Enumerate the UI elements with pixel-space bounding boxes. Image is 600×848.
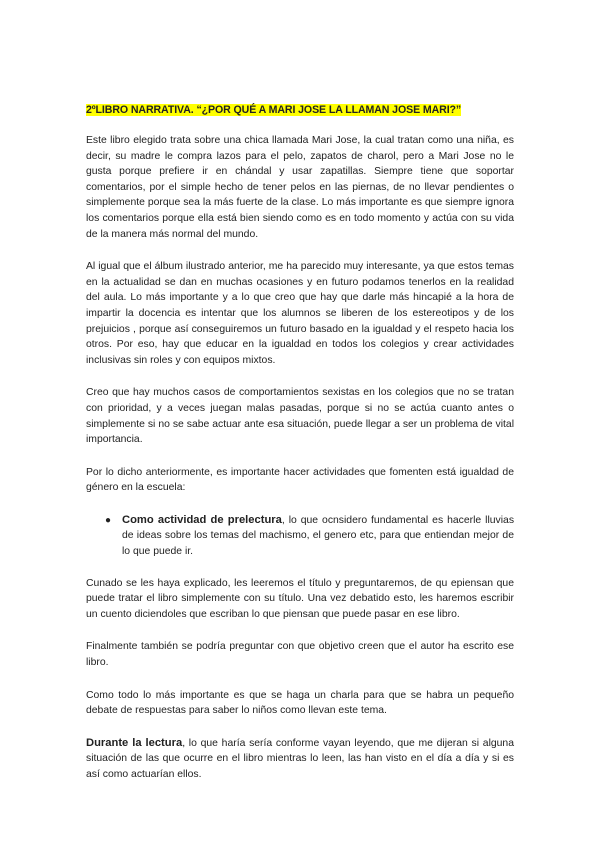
- list-item: [105, 513, 515, 560]
- paragraph-title-reading: Cunado se les haya explicado, les leeremos el título y preguntaremos, de qu epiensan que puede tratar el libro simplemente con su título. Una vez debatido esto, les haremos escribir un cuento diciendoles que escriban lo que piensan que puede pasar en ese libro.: [86, 577, 514, 620]
- during-reading-heading: Durante la lectura: [86, 736, 183, 749]
- paragraph-activities-intro: Por lo dicho anteriormente, es importante hacer actividades que fomenten está igualdad de género en la escuela:: [86, 466, 514, 494]
- title-line: [86, 101, 514, 118]
- prelectura-text: , lo que ocnsidero fundamental es hacerle lluvias de ideas sobre los temas del machismo, el genero etc, para que entiendan mejor de lo que puede ir.: [122, 514, 515, 558]
- paragraph-during-reading: [86, 736, 514, 783]
- paragraph-opinion: Al igual que el álbum ilustrado anterior, me ha parecido muy interesante, ya que estos temas en la actualidad se dan en muchas ocasiones y en futuro podamos tenerlos en la realidad del aula. Lo más importante y a lo que creo que hay que darle más hincapié a la hora de impartir la docencia es intentar que los alumnos se liberen de los estereotipos y de los prejuicios , porque así conseguiremos un futuro basado en la igualdad y el respeto hacia los otros. Por eso, hay que educar en la igualdad en todos los colegios y crear actividades inclusivas sin roles y con equipos mixtos.: [86, 261, 514, 366]
- document-body: [86, 101, 514, 800]
- bullet-dot-icon: ●: [105, 514, 112, 526]
- paragraph-sexism: Creo que hay muchos casos de comportamientos sexistas en los colegios que no se tratan con prioridad, y a veces juegan malas pasadas, porque si no se actúa cuanto antes o simplemente si no se sabe actuar ante esa situación, puede llegar a ser un problema de vital importancia.: [86, 387, 514, 446]
- paragraph-author-objective: Finalmente también se podría preguntar con que objetivo creen que el autor ha escrito ese libro.: [86, 641, 514, 669]
- activity-list: [86, 513, 514, 560]
- paragraph-summary: Este libro elegido trata sobre una chica llamada Mari Jose, la cual tratan como una niña, es decir, su madre le compra lazos para el pelo, zapatos de charol, pero a Mari Jose no le gusta porque prefiere ir en chándal y usar zapatillas. Siempre tiene que soportar comentarios, por el simple hecho de tener pelos en las piernas, de no llevar pendientes o simplemente porque sea la más fuerte de la clase. Lo más importante es que siempre ignora los comentarios porque ella está bien siendo como es en todo momento y actúa con su vida de la manera más normal del mundo.: [86, 135, 514, 240]
- during-reading-text: , lo que haría sería conforme vayan leyendo, que me dijeran si alguna situación de las que ocurre en el libro mientras lo leen, las han visto en el día a día y si es así como actuarían ellos.: [86, 737, 514, 780]
- paragraph-debate: Como todo lo más importante es que se haga un charla para que se habra un pequeño debate de respuestas para saber lo niños como llevan este tema.: [86, 689, 514, 717]
- document-title: 2ºLIBRO NARRATIVA. “¿POR QUÉ A MARI JOSE LA LLAMAN JOSE MARI?”: [86, 104, 462, 116]
- prelectura-heading: Como actividad de prelectura: [122, 513, 282, 526]
